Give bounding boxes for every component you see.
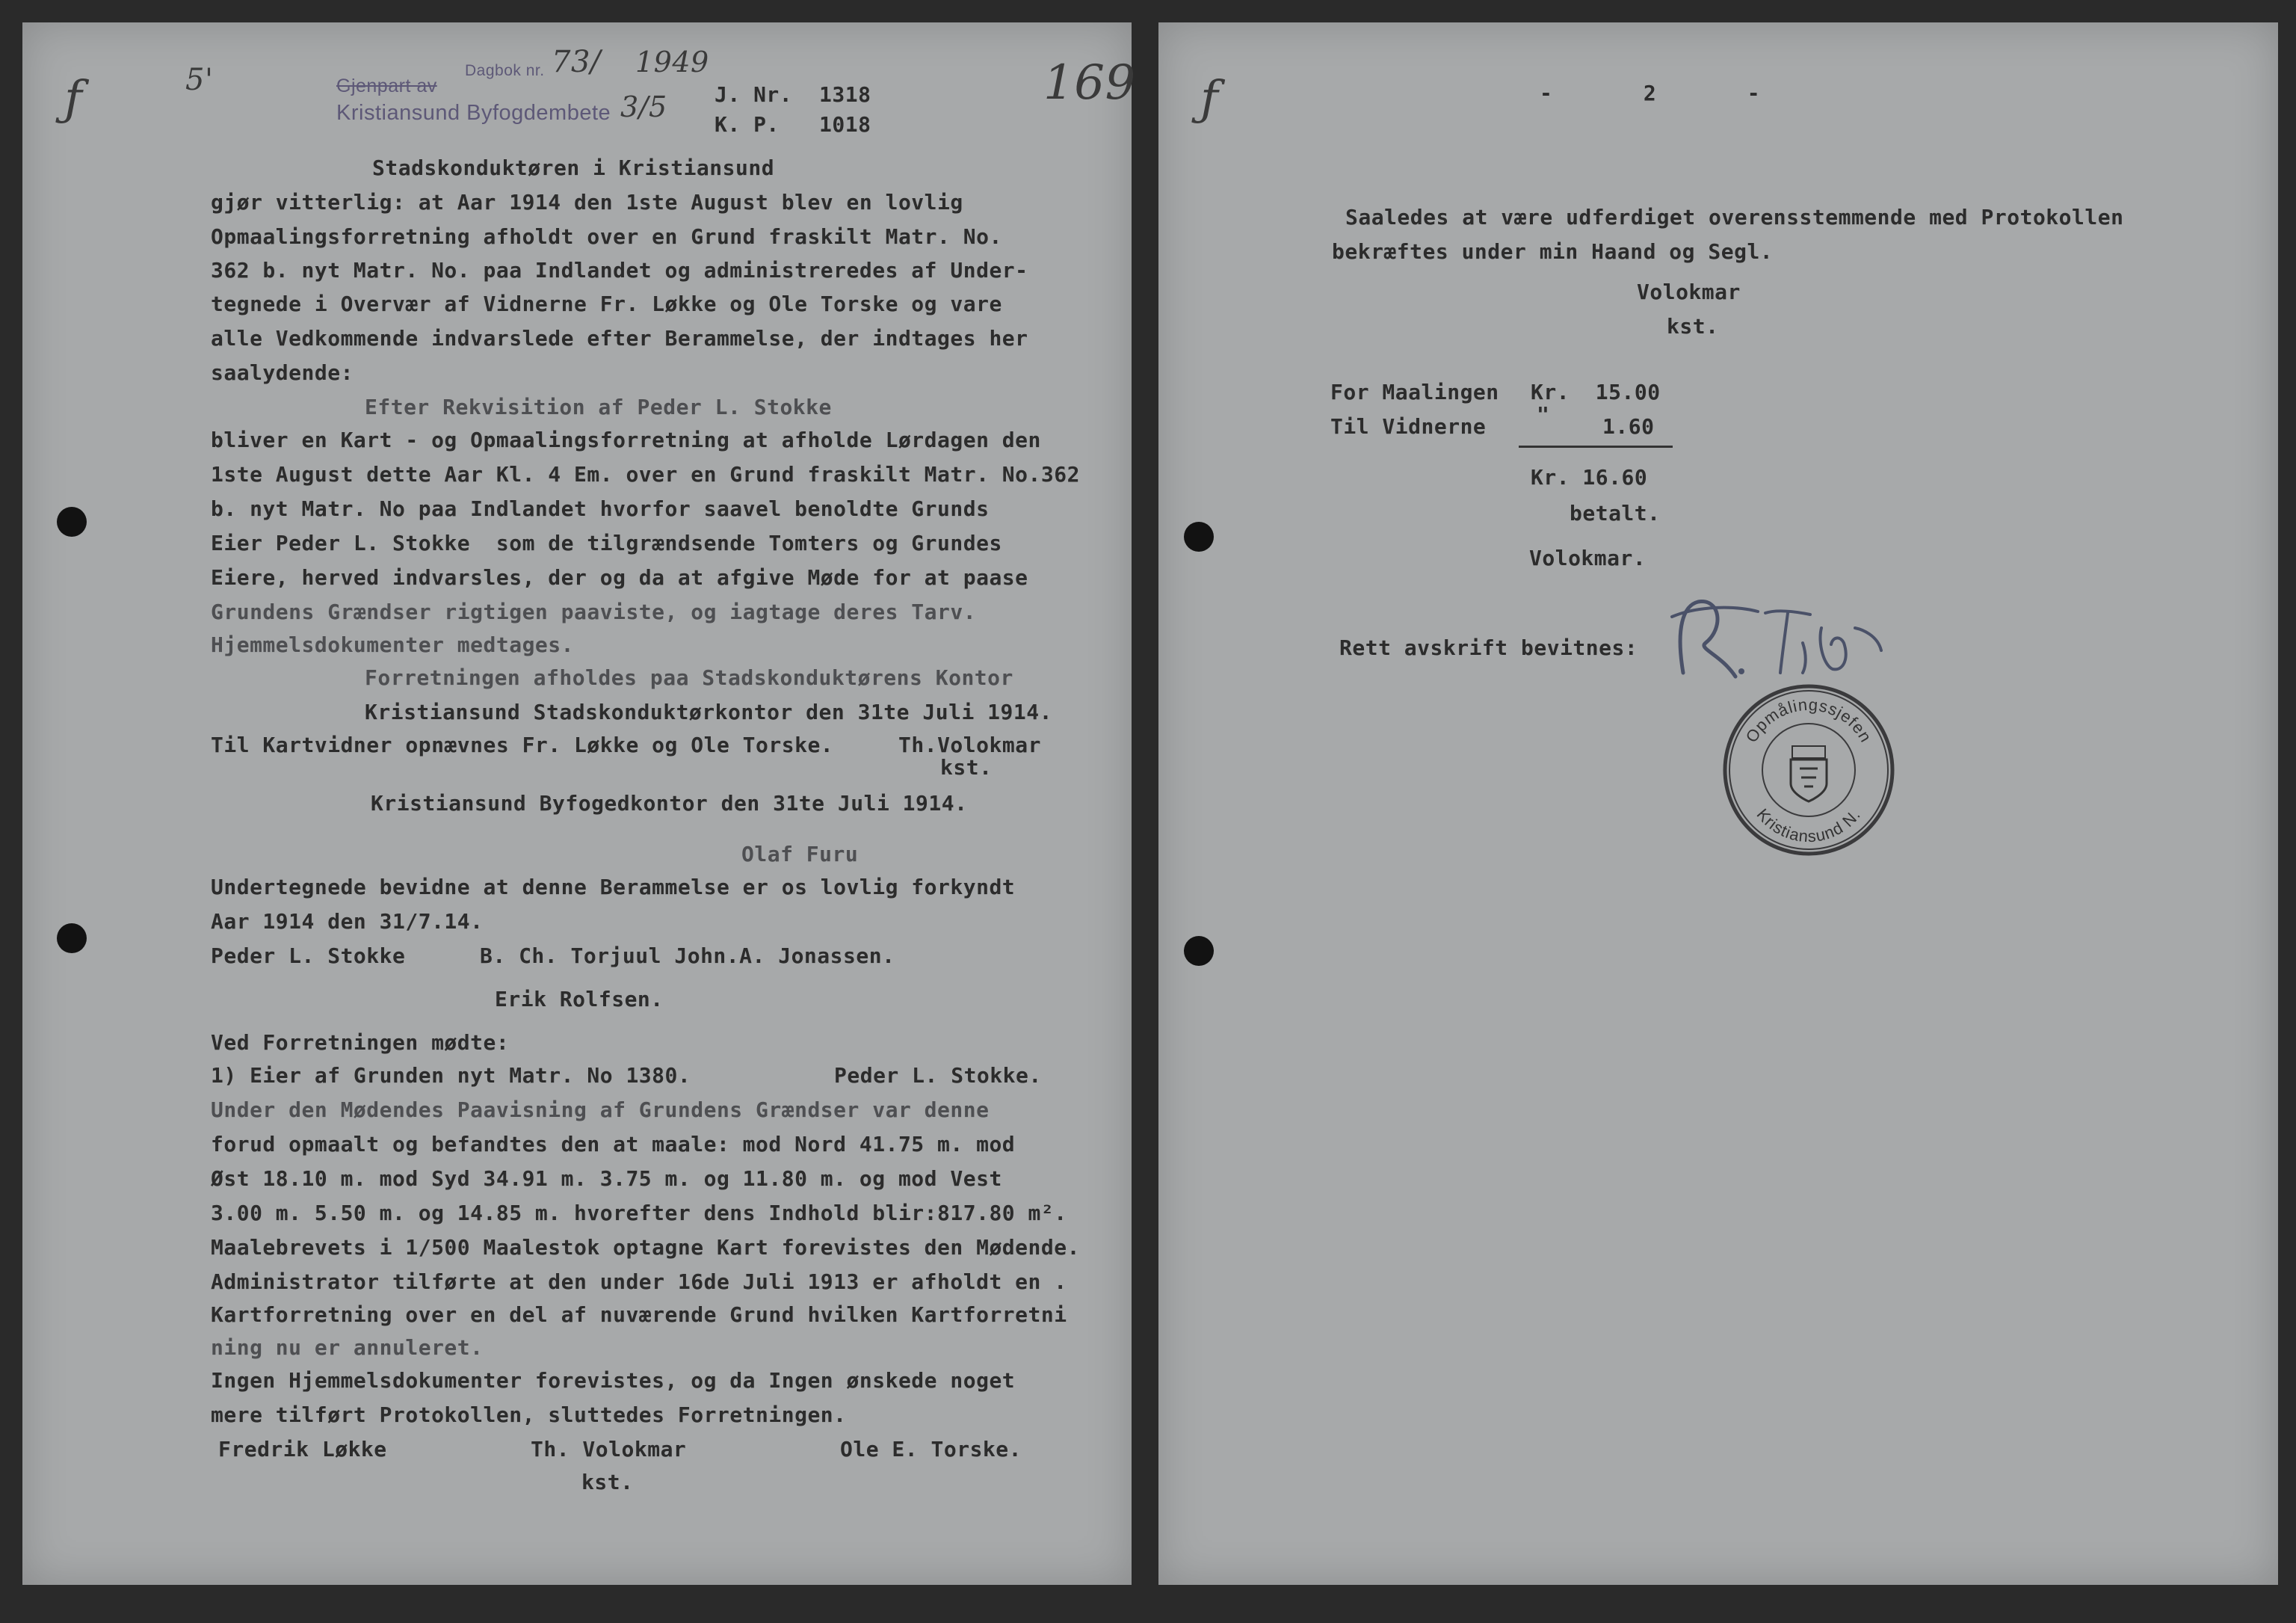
body-line: Undertegnede bevidne at denne Berammelse er os lovlig forkyndt (211, 875, 1016, 899)
seal-text-top: Opmålingssjefen (1741, 695, 1876, 746)
body-line: Aar 1914 den 31/7.14. (211, 909, 484, 934)
body-line: Kartforretning over en del af nuværende Grund hvilken Kartforretni (211, 1302, 1067, 1327)
signature-name: Volokmar. (1529, 546, 1647, 570)
kp-label: K. P. (715, 112, 780, 137)
fee-amount: 1.60 (1602, 414, 1655, 439)
body-line: Grundens Grændser rigtigen paaviste, og iagtage deres Tarv. (211, 600, 977, 624)
body-line: mere tilført Protokollen, sluttedes Forretningen. (211, 1402, 847, 1427)
signature-name: Ole E. Torske. (840, 1437, 1022, 1462)
body-line: saalydende: (211, 360, 354, 385)
body-line: Kristiansund Byfogedkontor den 31te Juli 1914. (371, 791, 968, 816)
stamp-line-2: Kristiansund Byfogdembete (336, 101, 611, 125)
attestation-label: Rett avskrift bevitnes: (1339, 635, 1638, 660)
body-line: Maalebrevets i 1/500 Maalestok optagne Kart forevistes den Mødende. (211, 1235, 1080, 1260)
binder-hole (57, 507, 87, 537)
binder-hole (1184, 522, 1214, 552)
body-line: Hjemmelsdokumenter medtages. (211, 632, 575, 657)
body-line: Forretningen afholdes paa Stadskonduktørens Kontor (365, 665, 1013, 690)
corner-mark: ƒ (64, 71, 83, 126)
binder-hole (57, 923, 87, 953)
body-line: Under den Mødendes Paavisning af Grundens Grændser var denne (211, 1097, 990, 1122)
document-page-right (1158, 22, 2278, 1585)
body-line: Ved Forretningen mødte: (211, 1030, 510, 1055)
binder-hole (1184, 936, 1214, 966)
stamp-year: 1949 (635, 46, 709, 78)
heading-line: Stadskonduktøren i Kristiansund (372, 155, 775, 180)
ditto-mark: " (1537, 402, 1550, 427)
body-line: ning nu er annuleret. (211, 1335, 484, 1360)
signature-name: Volokmar (1637, 280, 1741, 304)
corner-mark: ƒ (1200, 71, 1219, 126)
coat-of-arms-icon (1791, 746, 1827, 801)
witness-name: Peder L. Stokke (211, 943, 406, 968)
signature-name: Th.Volokmar (898, 733, 1041, 757)
journal-number-value: 1318 (819, 82, 871, 107)
body-line: Øst 18.10 m. mod Syd 34.91 m. 3.75 m. og 11.80 m. og mod Vest (211, 1166, 1002, 1191)
body-line: alle Vedkommende indvarslede efter Berammelse, der indtages her (211, 326, 1028, 351)
signature-title: kst. (581, 1470, 634, 1494)
signature-title: kst. (1667, 314, 1719, 339)
body-line: Ingen Hjemmelsdokumenter forevistes, og da Ingen ønskede noget (211, 1368, 1016, 1393)
stamp-dagbok-label: Dagbok nr. (465, 62, 545, 79)
body-line: gjør vitterlig: at Aar 1914 den 1ste August blev en lovlig (211, 190, 963, 215)
body-line: Eier Peder L. Stokke som de tilgrændsende Tomters og Grundes (211, 531, 1002, 555)
seal-text-bottom: Kristiansund N. (1753, 804, 1865, 846)
document-page-left (22, 22, 1136, 1585)
body-line: Kristiansund Stadskonduktørkontor den 31te Juli 1914. (365, 700, 1052, 724)
fee-total: Kr. 16.60 (1531, 465, 1648, 490)
archive-number: 5' (185, 63, 214, 97)
body-line: forud opmaalt og befandtes den at maale: mod Nord 41.75 m. mod (211, 1132, 1016, 1157)
journal-number-label: J. Nr. (715, 82, 793, 107)
body-line: 1) Eier af Grunden nyt Matr. No 1380. (211, 1063, 691, 1088)
stamp-line-1: Gjenpart av (336, 76, 437, 96)
body-line: bliver en Kart - og Opmaalingsforretning at afholde Lørdagen den (211, 428, 1041, 452)
page-number: - 2 - (1540, 81, 1761, 105)
body-line: b. nyt Matr. No paa Indlandet hvorfor saavel benoldte Grunds (211, 496, 990, 521)
fee-amount: Kr. 15.00 (1531, 380, 1661, 404)
witness-name: Erik Rolfsen. (495, 987, 664, 1011)
signature-title: kst. (940, 755, 993, 780)
witness-names: B. Ch. Torjuul John.A. Jonassen. (480, 943, 895, 968)
official-seal (1719, 680, 1898, 860)
fee-label: For Maalingen (1330, 380, 1499, 404)
signature-name: Th. Volokmar (531, 1437, 687, 1462)
sum-rule (1519, 446, 1673, 448)
owner-name: Peder L. Stokke. (834, 1063, 1042, 1088)
body-line: Til Kartvidner opnævnes Fr. Løkke og Ole Torske. (211, 733, 834, 757)
body-line: 3.00 m. 5.50 m. og 14.85 m. hvorefter dens Indhold blir:817.80 m². (211, 1201, 1067, 1225)
paid-note: betalt. (1570, 501, 1661, 526)
body-line: Opmaalingsforretning afholdt over en Grund fraskilt Matr. No. (211, 224, 1002, 249)
body-line: bekræftes under min Haand og Segl. (1332, 239, 1774, 264)
body-line: 362 b. nyt Matr. No. paa Indlandet og administreredes af Under- (211, 258, 1028, 283)
fee-label: Til Vidnerne (1330, 414, 1487, 439)
kp-value: 1018 (819, 112, 871, 137)
body-line: Administrator tilførte at den under 16de Juli 1913 er afholdt en . (211, 1269, 1067, 1294)
handwritten-signature (1653, 583, 1892, 695)
stamp-dagbok-number: 73/ (552, 45, 601, 79)
signature-name: Fredrik Løkke (218, 1437, 387, 1462)
body-line: tegnede i Overvær af Vidnerne Fr. Løkke og Ole Torske og vare (211, 292, 1002, 316)
body-line: 1ste August dette Aar Kl. 4 Em. over en Grund fraskilt Matr. No.362 (211, 462, 1080, 487)
body-line: Efter Rekvisition af Peder L. Stokke (365, 395, 832, 419)
body-line: Eiere, herved indvarsles, der og da at afgive Møde for at paase (211, 565, 1028, 590)
body-line: Saaledes at være udferdiget overensstemmende med Protokollen (1345, 205, 2124, 230)
signature-name: Olaf Furu (741, 842, 859, 866)
folio-number: 169 (1043, 55, 1136, 111)
stamp-date: 3/5 (620, 90, 667, 123)
